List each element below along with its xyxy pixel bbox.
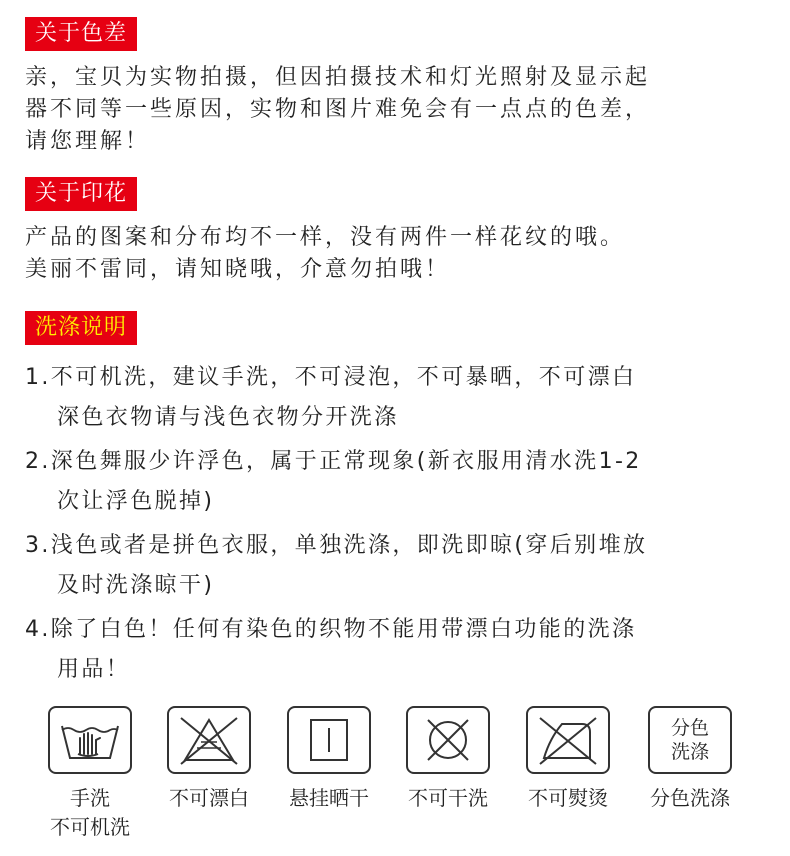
wash-item-line: 3.浅色或者是拼色衣服，单独洗涤，即洗即晾(穿后别堆放	[25, 533, 648, 558]
no-iron-label: 不可熨烫	[528, 786, 608, 810]
print-line: 美丽不雷同，请知晓哦，介意勿拍哦！	[25, 257, 451, 282]
hand-wash-label-line: 手洗	[70, 786, 110, 810]
hand-wash-label	[30, 784, 150, 842]
no-iron-icon	[526, 706, 610, 774]
wash-item-continuation: 用品！	[57, 657, 131, 682]
separate-wash-box-line: 洗涤	[670, 741, 709, 763]
wash-item-3	[25, 526, 775, 606]
wash-item-4	[25, 610, 775, 690]
no-bleach-icon	[167, 706, 251, 774]
color-diff-text	[25, 62, 770, 158]
no-dry-clean-label: 不可干洗	[408, 786, 488, 810]
hang-dry-label: 悬挂晒干	[289, 786, 369, 810]
separate-wash-box-line: 分色	[670, 717, 709, 739]
color-diff-line: 亲，宝贝为实物拍摄，但因拍摄技术和灯光照射及显示起	[25, 65, 651, 90]
print-line: 产品的图案和分布均不一样，没有两件一样花纹的哦。	[25, 225, 626, 250]
hand-wash-label-line: 不可机洗	[50, 815, 130, 839]
wash-item-line: 2.深色舞服少许浮色，属于正常现象(新衣服用清水洗1-2	[25, 449, 642, 474]
section-title-wash: 洗涤说明	[25, 311, 137, 345]
care-icons-row	[0, 706, 790, 856]
section-title-color-diff: 关于色差	[25, 17, 137, 51]
color-diff-line: 请您理解！	[25, 129, 151, 154]
wash-item-continuation: 次让浮色脱掉)	[57, 489, 215, 514]
wash-item-1	[25, 358, 775, 438]
hand-wash-icon	[48, 706, 132, 774]
section-title-print: 关于印花	[25, 177, 137, 211]
wash-item-2	[25, 442, 775, 522]
color-diff-line: 器不同等一些原因，实物和图片难免会有一点点的色差，	[25, 97, 651, 122]
wash-item-continuation: 及时洗涤晾干)	[57, 573, 215, 598]
wash-item-line: 1.不可机洗，建议手洗，不可浸泡，不可暴晒，不可漂白	[25, 365, 637, 390]
wash-item-continuation: 深色衣物请与浅色衣物分开洗涤	[57, 405, 399, 430]
no-dry-clean-icon	[406, 706, 490, 774]
wash-item-line: 4.除了白色！任何有染色的织物不能用带漂白功能的洗涤	[25, 617, 637, 642]
hang-dry-icon	[287, 706, 371, 774]
no-bleach-label: 不可漂白	[169, 786, 249, 810]
separate-wash-label: 分色洗涤	[650, 786, 730, 810]
separate-wash-icon	[648, 706, 732, 774]
print-text	[25, 222, 770, 286]
